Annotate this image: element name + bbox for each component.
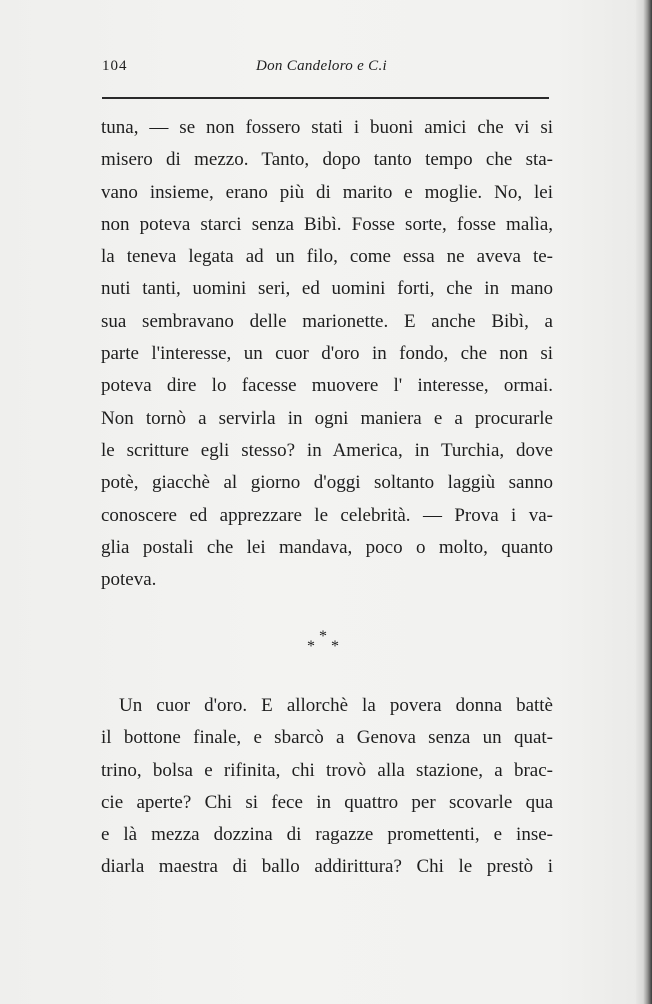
text-line: Non tornò a servirla in ogni maniera e a procurarle bbox=[101, 407, 553, 429]
text-line: la teneva legata ad un filo, come essa ne aveva te- bbox=[101, 246, 553, 268]
text-line: le scritture egli stesso? in America, in Turchia, dove bbox=[101, 439, 553, 461]
text-line: cie aperte? Chi si fece in quattro per scovarle qua bbox=[101, 791, 553, 813]
text-line: diarla maestra di ballo addirittura? Chi le prestò i bbox=[101, 856, 553, 878]
text-line: potè, giacchè al giorno d'oggi soltanto laggiù sanno bbox=[101, 472, 553, 494]
text-line: poteva. bbox=[101, 569, 157, 591]
asterism-star: * bbox=[307, 638, 315, 655]
page-number: 104 bbox=[102, 58, 128, 74]
text-line: parte l'interesse, un cuor d'oro in fondo, che non si bbox=[101, 343, 553, 365]
asterism-star: * bbox=[331, 638, 339, 655]
asterism-star: * bbox=[319, 628, 327, 645]
book-spine-shadow bbox=[636, 0, 652, 1004]
text-line: conoscere ed apprezzare le celebrità. — Prova i va- bbox=[101, 504, 553, 526]
text-line: nuti tanti, uomini seri, ed uomini forti, che in mano bbox=[101, 278, 553, 300]
paragraph-2 bbox=[101, 690, 553, 884]
text-line: poteva dire lo facesse muovere l' interesse, ormai. bbox=[101, 375, 553, 397]
text-line: Un cuor d'oro. E allorchè la povera donna battè bbox=[119, 695, 553, 716]
asterism-separator bbox=[306, 628, 346, 658]
page-header bbox=[100, 56, 550, 80]
text-line: vano insieme, erano più di marito e moglie. No, lei bbox=[101, 181, 553, 203]
paragraph-1 bbox=[101, 112, 553, 596]
text-line: e là mezza dozzina di ragazze promettenti, e inse- bbox=[101, 824, 553, 846]
text-line: glia postali che lei mandava, poco o molto, quanto bbox=[101, 536, 553, 558]
text-line: trino, bolsa e rifinita, chi trovò alla stazione, a brac- bbox=[101, 759, 553, 781]
text-line: sua sembravano delle marionette. E anche Bibì, a bbox=[101, 310, 553, 332]
running-title: Don Candeloro e C.i bbox=[256, 58, 387, 74]
header-rule bbox=[102, 97, 549, 99]
text-line: tuna, — se non fossero stati i buoni amici che vi si bbox=[101, 117, 553, 138]
text-line: il bottone finale, e sbarcò a Genova senza un quat- bbox=[101, 727, 553, 749]
text-line: misero di mezzo. Tanto, dopo tanto tempo che sta- bbox=[101, 149, 553, 171]
text-line: non poteva starci senza Bibì. Fosse sorte, fosse malìa, bbox=[101, 213, 553, 235]
